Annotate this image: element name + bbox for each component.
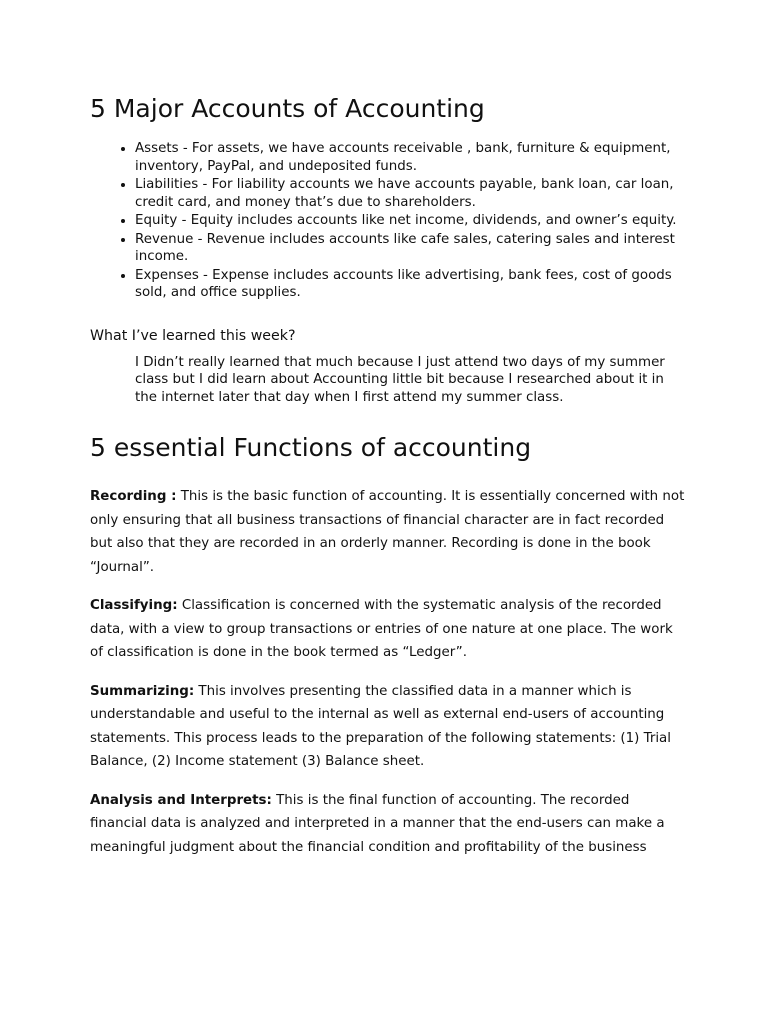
accounts-list (90, 140, 688, 302)
learned-answer: I Didn’t really learned that much because I just attend two days of my summer class but I did learn about Accounting little bit because I researched about it in the internet later that day when I first attend my summer class. (135, 354, 665, 405)
list-item-liabilities: • Liabilities - For liability accounts we have accounts payable, bank loan, car loan, credit card, and money that’s due to shareholders. (135, 176, 688, 211)
function-label: Analysis and Interprets: (90, 792, 272, 808)
function-text: This is the final function of accounting. The recorded financial data is analyzed and interpreted in a manner that the end-users can make a meaningful judgment about the financial condition and profitability of the business (90, 792, 665, 855)
list-item-assets: • Assets - For assets, we have accounts receivable , bank, furniture & equipment, inventory, PayPal, and undeposited funds. (135, 140, 688, 175)
function-text: This involves presenting the classified data in a manner which is understandable and useful to the internal as well as external end-users of accounting statements. This process leads to the preparation of the following statements: (1) Trial Balance, (2) Income statement (3) Balance sheet. (90, 683, 671, 769)
function-classifying (90, 594, 688, 665)
functions-heading: 5 essential Functions of accounting (90, 433, 532, 462)
function-label: Classifying: (90, 598, 178, 613)
list-item-expenses: • Expenses - Expense includes accounts like advertising, bank fees, cost of goods sold, and office supplies. (135, 267, 688, 302)
list-item-equity: • Equity - Equity includes accounts like net income, dividends, and owner’s equity. (135, 212, 688, 230)
function-label: Recording : (90, 489, 177, 504)
learned-question: What I’ve learned this week? (90, 327, 296, 344)
function-text: Classification is concerned with the systematic analysis of the recorded data, with a view to group transactions or entries of one nature at one place. The work of classification is done in the book termed as “Ledger”. (90, 598, 673, 660)
function-summarizing (90, 680, 688, 774)
list-item-revenue: • Revenue - Revenue includes accounts like cafe sales, catering sales and interest income. (135, 231, 688, 266)
major-accounts-heading: 5 Major Accounts of Accounting (90, 94, 485, 123)
function-label: Summarizing: (90, 683, 195, 699)
function-analysis (90, 789, 688, 860)
function-recording (90, 485, 688, 579)
function-text: This is the basic function of accounting. It is essentially concerned with not only ensuring that all business transactions of financial character are in fact recorded but also that they are recorded in an orderly manner. Recording is done in the book “Journal”. (90, 489, 685, 575)
